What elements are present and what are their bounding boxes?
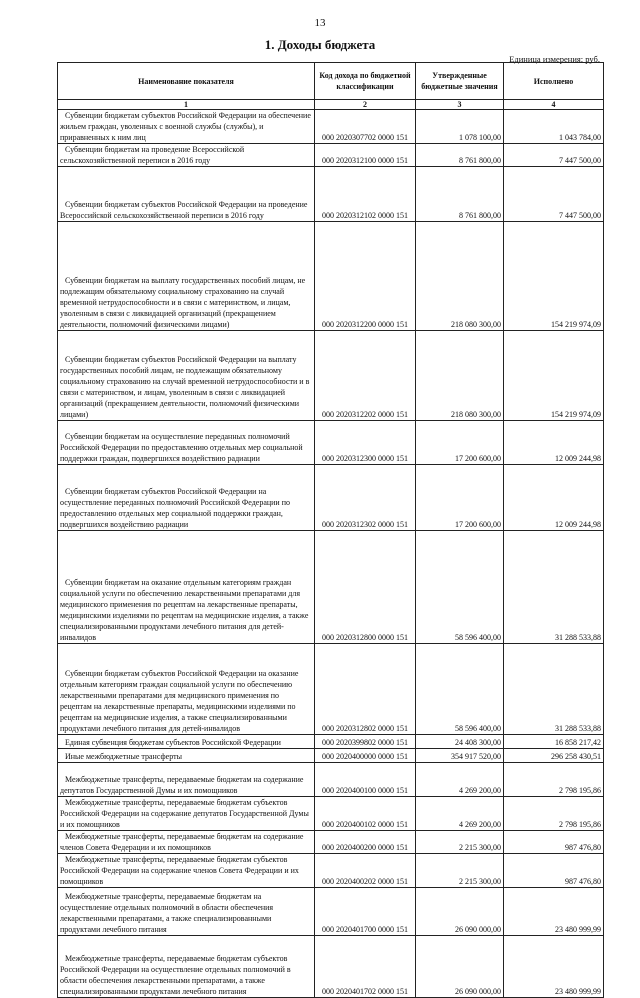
column-number: 4 [504,100,604,110]
row-executed: 987 476,80 [504,854,604,888]
row-name: Межбюджетные трансферты, передаваемые бюджетам на содержание депутатов Государственной Думы и их помощников [58,763,315,797]
row-name: Межбюджетные трансферты, передаваемые бюджетам субъектов Российской Федерации на осуществление отдельных полномочий в области обеспечения лекарственными препаратами, а также специализированными продуктами лечебного питания [58,936,315,998]
row-approved: 26 090 000,00 [416,936,504,998]
column-number: 1 [58,100,315,110]
row-code: 000 2020312100 0000 151 [315,144,416,167]
row-approved: 17 200 600,00 [416,421,504,465]
column-number: 2 [315,100,416,110]
table-row [58,465,604,531]
row-executed: 7 447 500,00 [504,167,604,222]
row-code: 000 2020312802 0000 151 [315,644,416,735]
row-executed: 23 480 999,99 [504,936,604,998]
table-row [58,167,604,222]
table-row [58,797,604,831]
row-name: Субвенции бюджетам на осуществление переданных полномочий Российской Федерации по предоставлению отдельных мер социальной поддержки граждан, подвергшихся воздействию радиации [58,421,315,465]
row-executed: 31 288 533,88 [504,531,604,644]
row-name: Межбюджетные трансферты, передаваемые бюджетам субъектов Российской Федерации на содержание депутатов Государственной Думы и их помощников [58,797,315,831]
row-name: Межбюджетные трансферты, передаваемые бюджетам на содержание членов Совета Федерации и их помощников [58,831,315,854]
row-name: Единая субвенция бюджетам субъектов Российской Федерации [58,735,315,749]
page-number: 13 [314,17,326,29]
table-row [58,421,604,465]
row-name: Субвенции бюджетам субъектов Российской Федерации на осуществление переданных полномочий Российской Федерации по предоставлению отдельных мер социальной поддержки граждан, подвергшихся воздействию радиации [58,465,315,531]
row-name: Субвенции бюджетам на проведение Всероссийской сельскохозяйственной переписи в 2016 году [58,144,315,167]
table-row [58,110,604,144]
row-code: 000 2020312200 0000 151 [315,222,416,331]
row-approved: 8 761 800,00 [416,167,504,222]
row-code: 000 2020312300 0000 151 [315,421,416,465]
row-executed: 23 480 999,99 [504,888,604,936]
row-code: 000 2020312202 0000 151 [315,331,416,421]
row-approved: 58 596 400,00 [416,644,504,735]
row-name: Субвенции бюджетам субъектов Российской Федерации на проведение Всероссийской сельскохозяйственной переписи в 2016 году [58,167,315,222]
row-code: 000 2020312102 0000 151 [315,167,416,222]
row-name: Субвенции бюджетам на оказание отдельным категориям граждан социальной услуги по обеспечению лекарственными препаратами для медицинского применения по рецептам на лекарственные препараты, медицинскими изделиями по рецептам на медицинские изделия, а также специализированными продуктами лечебного питания для детей-инвалидов [58,531,315,644]
row-approved: 24 408 300,00 [416,735,504,749]
table-row [58,763,604,797]
row-executed: 16 858 217,42 [504,735,604,749]
row-name: Субвенции бюджетам субъектов Российской Федерации на оказание отдельным категориям граждан социальной услуги по обеспечению лекарственными препаратами для медицинского применения по рецептам на лекарственные препараты, медицинскими изделиями по рецептам на медицинские изделия, а также специализированными продуктами лечебного питания для детей-инвалидов [58,644,315,735]
row-approved: 58 596 400,00 [416,531,504,644]
row-name: Межбюджетные трансферты, передаваемые бюджетам субъектов Российской Федерации на содержание членов Совета Федерации и их помощников [58,854,315,888]
row-name: Субвенции бюджетам субъектов Российской Федерации на выплату государственных пособий лицам, не подлежащим обязательному социальному страхованию на случай временной нетрудоспособности и в связи с материнством, и лицам, уволенным в связи с ликвидацией организаций (прекращением деятельности, полномочий физическими лицами) [58,331,315,421]
row-executed: 154 219 974,09 [504,331,604,421]
row-code: 000 2020400102 0000 151 [315,797,416,831]
table-row [58,144,604,167]
row-executed: 31 288 533,88 [504,644,604,735]
row-code: 000 2020401700 0000 151 [315,888,416,936]
table-row [58,854,604,888]
row-code: 000 2020307702 0000 151 [315,110,416,144]
row-approved: 218 080 300,00 [416,331,504,421]
table-row [58,735,604,749]
row-code: 000 2020400200 0000 151 [315,831,416,854]
row-executed: 12 009 244,98 [504,465,604,531]
row-approved: 354 917 520,00 [416,749,504,763]
row-approved: 17 200 600,00 [416,465,504,531]
header-executed: Исполнено [504,63,604,100]
row-code: 000 2020399802 0000 151 [315,735,416,749]
row-code: 000 2020400100 0000 151 [315,763,416,797]
row-executed: 7 447 500,00 [504,144,604,167]
table-header [58,63,604,110]
row-executed: 2 798 195,86 [504,763,604,797]
header-approved: Утвержденные бюджетные значения [416,63,504,100]
table-row [58,936,604,998]
revenue-table [57,62,604,998]
table-row [58,531,604,644]
row-code: 000 2020400000 0000 151 [315,749,416,763]
row-executed: 154 219 974,09 [504,222,604,331]
table-body [58,110,604,998]
column-number: 3 [416,100,504,110]
row-code: 000 2020401702 0000 151 [315,936,416,998]
row-approved: 2 215 300,00 [416,854,504,888]
row-approved: 1 078 100,00 [416,110,504,144]
row-approved: 4 269 200,00 [416,763,504,797]
row-executed: 12 009 244,98 [504,421,604,465]
row-approved: 2 215 300,00 [416,831,504,854]
row-approved: 4 269 200,00 [416,797,504,831]
row-name: Иные межбюджетные трансферты [58,749,315,763]
table-row [58,888,604,936]
table-row [58,831,604,854]
row-approved: 218 080 300,00 [416,222,504,331]
row-code: 000 2020400202 0000 151 [315,854,416,888]
row-executed: 2 798 195,86 [504,797,604,831]
row-executed: 1 043 784,00 [504,110,604,144]
header-code: Код дохода по бюджетной классификации [315,63,416,100]
units-label: Единица измерения: руб. [509,54,600,64]
table-row [58,749,604,763]
row-code: 000 2020312800 0000 151 [315,531,416,644]
row-approved: 8 761 800,00 [416,144,504,167]
row-name: Межбюджетные трансферты, передаваемые бюджетам на осуществление отдельных полномочий в области обеспечения лекарственными препаратами, а также специализированными продуктами лечебного питания [58,888,315,936]
table-row [58,222,604,331]
row-name: Субвенции бюджетам субъектов Российской Федерации на обеспечение жильем граждан, уволенных с военной службы (службы), и приравненных к ним лиц [58,110,315,144]
row-name: Субвенции бюджетам на выплату государственных пособий лицам, не подлежащим обязательному социальному страхованию на случай временной нетрудоспособности и в связи с материнством, и лицам, уволенным в связи с ликвидацией организаций (прекращением деятельности, полномочий физическими лицами) [58,222,315,331]
page-title: 1. Доходы бюджета [264,37,376,52]
row-approved: 26 090 000,00 [416,888,504,936]
row-code: 000 2020312302 0000 151 [315,465,416,531]
table-row [58,644,604,735]
row-executed: 987 476,80 [504,831,604,854]
table-row [58,331,604,421]
header-name: Наименование показателя [58,63,315,100]
row-executed: 296 258 430,51 [504,749,604,763]
